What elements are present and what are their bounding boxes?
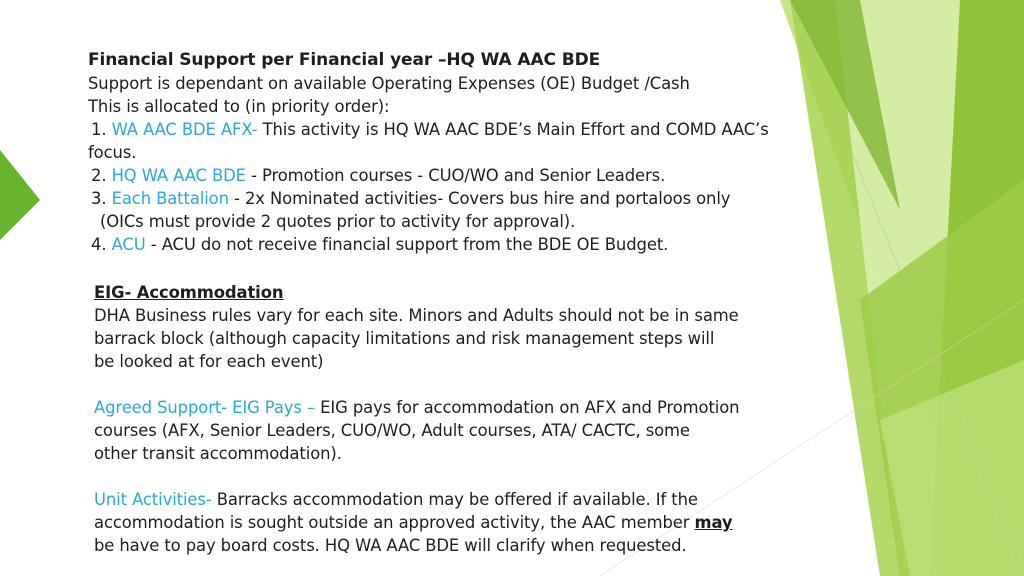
financial-support-section (88, 49, 769, 256)
section-title: Financial Support per Financial year –HQ WA AAC BDE (88, 50, 601, 70)
priority-item-1: 1. WA AAC BDE AFX- This activity is HQ WA AAC BDE’s Main Effort and COMD AAC’s (91, 120, 769, 139)
eig-line-1: DHA Business rules vary for each site. Minors and Adults should not be in same (94, 306, 739, 325)
priority-name-2: HQ WA AAC BDE (111, 166, 246, 185)
unit-label: Unit Activities- (94, 490, 212, 509)
unit-line-1: Unit Activities- Barracks accommodation may be offered if available. If the (94, 490, 698, 509)
priority-name-3: Each Battalion (111, 189, 229, 208)
priority-item-4: 4. ACU - ACU do not receive financial support from the BDE OE Budget. (91, 235, 669, 254)
eig-accommodation-section (94, 281, 739, 557)
priority-item-3-cont: (OICs must provide 2 quotes prior to activity for approval). (100, 212, 576, 231)
priority-item-3: 3. Each Battalion - 2x Nominated activities- Covers bus hire and portaloos only (91, 189, 731, 208)
eig-line-3: be looked at for each event) (94, 352, 324, 371)
intro-line-1: Support is dependant on available Operating Expenses (OE) Budget /Cash (88, 74, 690, 93)
left-triangle (0, 150, 40, 240)
agreed-line-2: courses (AFX, Senior Leaders, CUO/WO, Adult courses, ATA/ CACTC, some (94, 421, 690, 440)
agreed-label: Agreed Support- EIG Pays – (94, 398, 316, 417)
priority-name-4: ACU (111, 235, 146, 254)
priority-name-1: WA AAC BDE AFX- (111, 120, 258, 139)
agreed-line-3: other transit accommodation). (94, 444, 342, 463)
eig-line-2: barrack block (although capacity limitations and risk management steps will (94, 329, 715, 348)
agreed-line-1: Agreed Support- EIG Pays – EIG pays for accommodation on AFX and Promotion (94, 398, 740, 417)
unit-line-2: accommodation is sought outside an approved activity, the AAC member may (94, 513, 733, 532)
priority-item-1-cont: focus. (88, 143, 137, 162)
intro-line-2: This is allocated to (in priority order): (88, 97, 390, 116)
may-emphasis: may (694, 513, 733, 532)
eig-heading: EIG- Accommodation (94, 283, 284, 302)
unit-line-3: be have to pay board costs. HQ WA AAC BDE will clarify when requested. (94, 536, 687, 555)
priority-item-2: 2. HQ WA AAC BDE - Promotion courses - CUO/WO and Senior Leaders. (91, 166, 666, 185)
